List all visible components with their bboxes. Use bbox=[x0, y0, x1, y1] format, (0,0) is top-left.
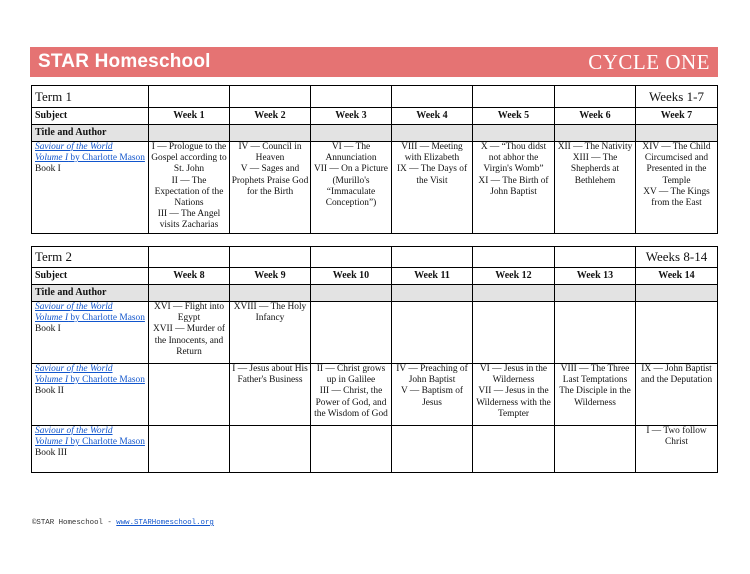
header-banner bbox=[30, 47, 718, 77]
reading-cell bbox=[230, 426, 311, 473]
reading-cell bbox=[473, 142, 555, 234]
book-volume-link[interactable]: Volume I bbox=[35, 375, 69, 386]
reading-entry: I — Prologue to the Gospel according to St. John bbox=[151, 142, 227, 175]
term2-content-row bbox=[32, 302, 718, 364]
week-header: Week 14 bbox=[636, 268, 718, 285]
blank-cell bbox=[230, 125, 311, 142]
term1-title-row bbox=[32, 125, 718, 142]
term2-label: Term 2 bbox=[32, 247, 149, 268]
footer-link[interactable]: www.STARHomeschool.org bbox=[116, 519, 214, 527]
blank-cell bbox=[473, 247, 555, 268]
blank-cell bbox=[473, 285, 555, 302]
book-volume-link[interactable]: Volume I bbox=[35, 313, 69, 324]
week-header: Week 12 bbox=[473, 268, 555, 285]
reading-entry: III — The Angel visits Zacharias bbox=[157, 209, 221, 231]
reading-entry: XVI — Flight into Egypt bbox=[153, 302, 225, 324]
blank-cell bbox=[149, 86, 230, 108]
term2-title-row bbox=[32, 285, 718, 302]
term1-content-row bbox=[32, 142, 718, 234]
reading-cell bbox=[149, 426, 230, 473]
reading-cell bbox=[149, 364, 230, 426]
book-title-link[interactable]: Saviour of the World bbox=[35, 302, 113, 312]
reading-cell bbox=[149, 302, 230, 364]
term2-header-row bbox=[32, 247, 718, 268]
blank-cell bbox=[230, 86, 311, 108]
reading-cell bbox=[636, 426, 718, 473]
reading-cell bbox=[636, 302, 718, 364]
book-number: Book III bbox=[35, 448, 68, 459]
reading-cell bbox=[230, 142, 311, 234]
week-header: Week 3 bbox=[311, 108, 392, 125]
reading-entry: VI — Jesus in the Wilderness bbox=[479, 364, 548, 386]
week-header: Week 10 bbox=[311, 268, 392, 285]
week-header: Week 7 bbox=[636, 108, 718, 125]
subject-header: Subject bbox=[32, 108, 149, 125]
book-number: Book I bbox=[35, 324, 61, 335]
reading-cell bbox=[473, 364, 555, 426]
term1-weeks-range: Weeks 1-7 bbox=[636, 86, 718, 108]
reading-entry: X — “Thou didst not abhor the Virgin's Womb” bbox=[480, 142, 547, 175]
blank-cell bbox=[473, 125, 555, 142]
reading-cell bbox=[555, 302, 636, 364]
reading-entry: VI — The Annunciation bbox=[325, 142, 377, 164]
blank-cell bbox=[311, 125, 392, 142]
book-title-link[interactable]: Saviour of the World bbox=[35, 426, 113, 436]
week-header: Week 6 bbox=[555, 108, 636, 125]
blank-cell bbox=[392, 86, 473, 108]
reading-cell bbox=[636, 364, 718, 426]
book-author-link[interactable]: by Charlotte Mason bbox=[68, 375, 145, 386]
term2-content-row bbox=[32, 364, 718, 426]
week-header: Week 4 bbox=[392, 108, 473, 125]
term1-week-row bbox=[32, 108, 718, 125]
reading-entry: IX — John Baptist and the Deputation bbox=[640, 364, 713, 386]
reading-entry: XVII — Murder of the Innocents, and Return bbox=[152, 324, 226, 357]
reading-entry: I — Jesus about His Father's Business bbox=[232, 364, 308, 386]
week-header: Week 2 bbox=[230, 108, 311, 125]
reading-entry: XIII — The Shepherds at Bethlehem bbox=[570, 153, 620, 186]
week-header: Week 8 bbox=[149, 268, 230, 285]
reading-cell bbox=[392, 364, 473, 426]
reading-cell bbox=[636, 142, 718, 234]
reading-entry: XVIII — The Holy Infancy bbox=[233, 302, 307, 324]
reading-entry: IX — The Days of the Visit bbox=[396, 164, 468, 186]
reading-cell bbox=[311, 302, 392, 364]
page-title: STAR Homeschool bbox=[38, 51, 211, 72]
blank-cell bbox=[149, 285, 230, 302]
book-author-link[interactable]: by Charlotte Mason bbox=[68, 153, 145, 164]
reading-entry: XII — The Nativity bbox=[557, 142, 633, 152]
reading-entry: III — Christ, the Power of God, and the Wisdom of God bbox=[314, 386, 388, 419]
reading-entry: XV — The Kings from the East bbox=[643, 186, 710, 209]
term1-header-row bbox=[32, 86, 718, 108]
book-title-link[interactable]: Saviour of the World bbox=[35, 364, 113, 374]
title-author-header: Title and Author bbox=[32, 285, 149, 302]
week-header: Week 5 bbox=[473, 108, 555, 125]
blank-cell bbox=[392, 125, 473, 142]
reading-cell bbox=[311, 142, 392, 234]
blank-cell bbox=[473, 86, 555, 108]
book-cell bbox=[32, 364, 149, 426]
book-author-link[interactable]: by Charlotte Mason bbox=[68, 313, 145, 324]
blank-cell bbox=[311, 247, 392, 268]
footer-copyright: ©STAR Homeschool - bbox=[32, 519, 117, 527]
reading-entry: VIII — Meeting with Elizabeth bbox=[401, 142, 463, 164]
reading-entry: IV — Council in Heaven bbox=[238, 142, 302, 164]
reading-cell bbox=[230, 364, 311, 426]
term2-week-row bbox=[32, 268, 718, 285]
book-cell bbox=[32, 426, 149, 473]
cycle-label: CYCLE ONE bbox=[588, 49, 710, 74]
term2-content-row bbox=[32, 426, 718, 473]
blank-cell bbox=[555, 247, 636, 268]
blank-cell bbox=[149, 247, 230, 268]
reading-entry: VIII — The Three Last Temptations bbox=[560, 364, 630, 386]
blank-cell bbox=[311, 285, 392, 302]
book-number: Book I bbox=[35, 164, 61, 175]
blank-cell bbox=[311, 86, 392, 108]
book-cell bbox=[32, 302, 149, 364]
reading-entry: II — Christ grows up in Galilee bbox=[316, 364, 386, 386]
reading-entry: XIV — The Child Circumcised and Presented in the Temple bbox=[642, 142, 711, 186]
reading-cell bbox=[392, 426, 473, 473]
reading-entry: The Disciple in the Wilderness bbox=[559, 386, 631, 408]
subject-header: Subject bbox=[32, 268, 149, 285]
book-title-link[interactable]: Saviour of the World bbox=[35, 142, 113, 152]
reading-entry: II — The Expectation of the Nations bbox=[154, 175, 224, 209]
term1-table bbox=[31, 85, 718, 234]
reading-cell bbox=[392, 302, 473, 364]
reading-cell bbox=[473, 426, 555, 473]
footer bbox=[32, 519, 214, 527]
reading-entry: VII — Jesus in the Wilderness with the Tempter bbox=[476, 386, 551, 419]
blank-cell bbox=[149, 125, 230, 142]
reading-cell bbox=[473, 302, 555, 364]
blank-cell bbox=[636, 125, 718, 142]
book-volume-link[interactable]: Volume I bbox=[35, 437, 69, 448]
reading-cell bbox=[149, 142, 230, 234]
reading-entry: VII — On a Picture (Murillo's “Immaculate Conception”) bbox=[314, 164, 388, 209]
blank-cell bbox=[230, 247, 311, 268]
blank-cell bbox=[555, 86, 636, 108]
reading-entry: IV — Preaching of John Baptist bbox=[396, 364, 468, 386]
blank-cell bbox=[636, 285, 718, 302]
blank-cell bbox=[230, 285, 311, 302]
book-volume-link[interactable]: Volume I bbox=[35, 153, 69, 164]
reading-entry: V — Sages and Prophets Praise God for the Birth bbox=[231, 164, 309, 197]
term2-weeks-range: Weeks 8-14 bbox=[636, 247, 718, 268]
book-author-link[interactable]: by Charlotte Mason bbox=[68, 437, 145, 448]
blank-cell bbox=[555, 285, 636, 302]
reading-entry: I — Two follow Christ bbox=[646, 426, 707, 448]
reading-cell bbox=[392, 142, 473, 234]
reading-entry: V — Baptism of Jesus bbox=[400, 386, 464, 408]
blank-cell bbox=[555, 125, 636, 142]
week-header: Week 9 bbox=[230, 268, 311, 285]
week-header: Week 11 bbox=[392, 268, 473, 285]
reading-cell bbox=[230, 302, 311, 364]
reading-cell bbox=[311, 426, 392, 473]
title-author-header: Title and Author bbox=[32, 125, 149, 142]
reading-cell bbox=[555, 142, 636, 234]
reading-cell bbox=[555, 364, 636, 426]
term1-label: Term 1 bbox=[32, 86, 149, 108]
blank-cell bbox=[392, 285, 473, 302]
reading-cell bbox=[555, 426, 636, 473]
book-cell bbox=[32, 142, 149, 234]
reading-entry: XI — The Birth of John Baptist bbox=[478, 175, 549, 197]
week-header: Week 1 bbox=[149, 108, 230, 125]
blank-cell bbox=[392, 247, 473, 268]
reading-cell bbox=[311, 364, 392, 426]
book-number: Book II bbox=[35, 386, 64, 397]
term2-table bbox=[31, 246, 718, 473]
week-header: Week 13 bbox=[555, 268, 636, 285]
